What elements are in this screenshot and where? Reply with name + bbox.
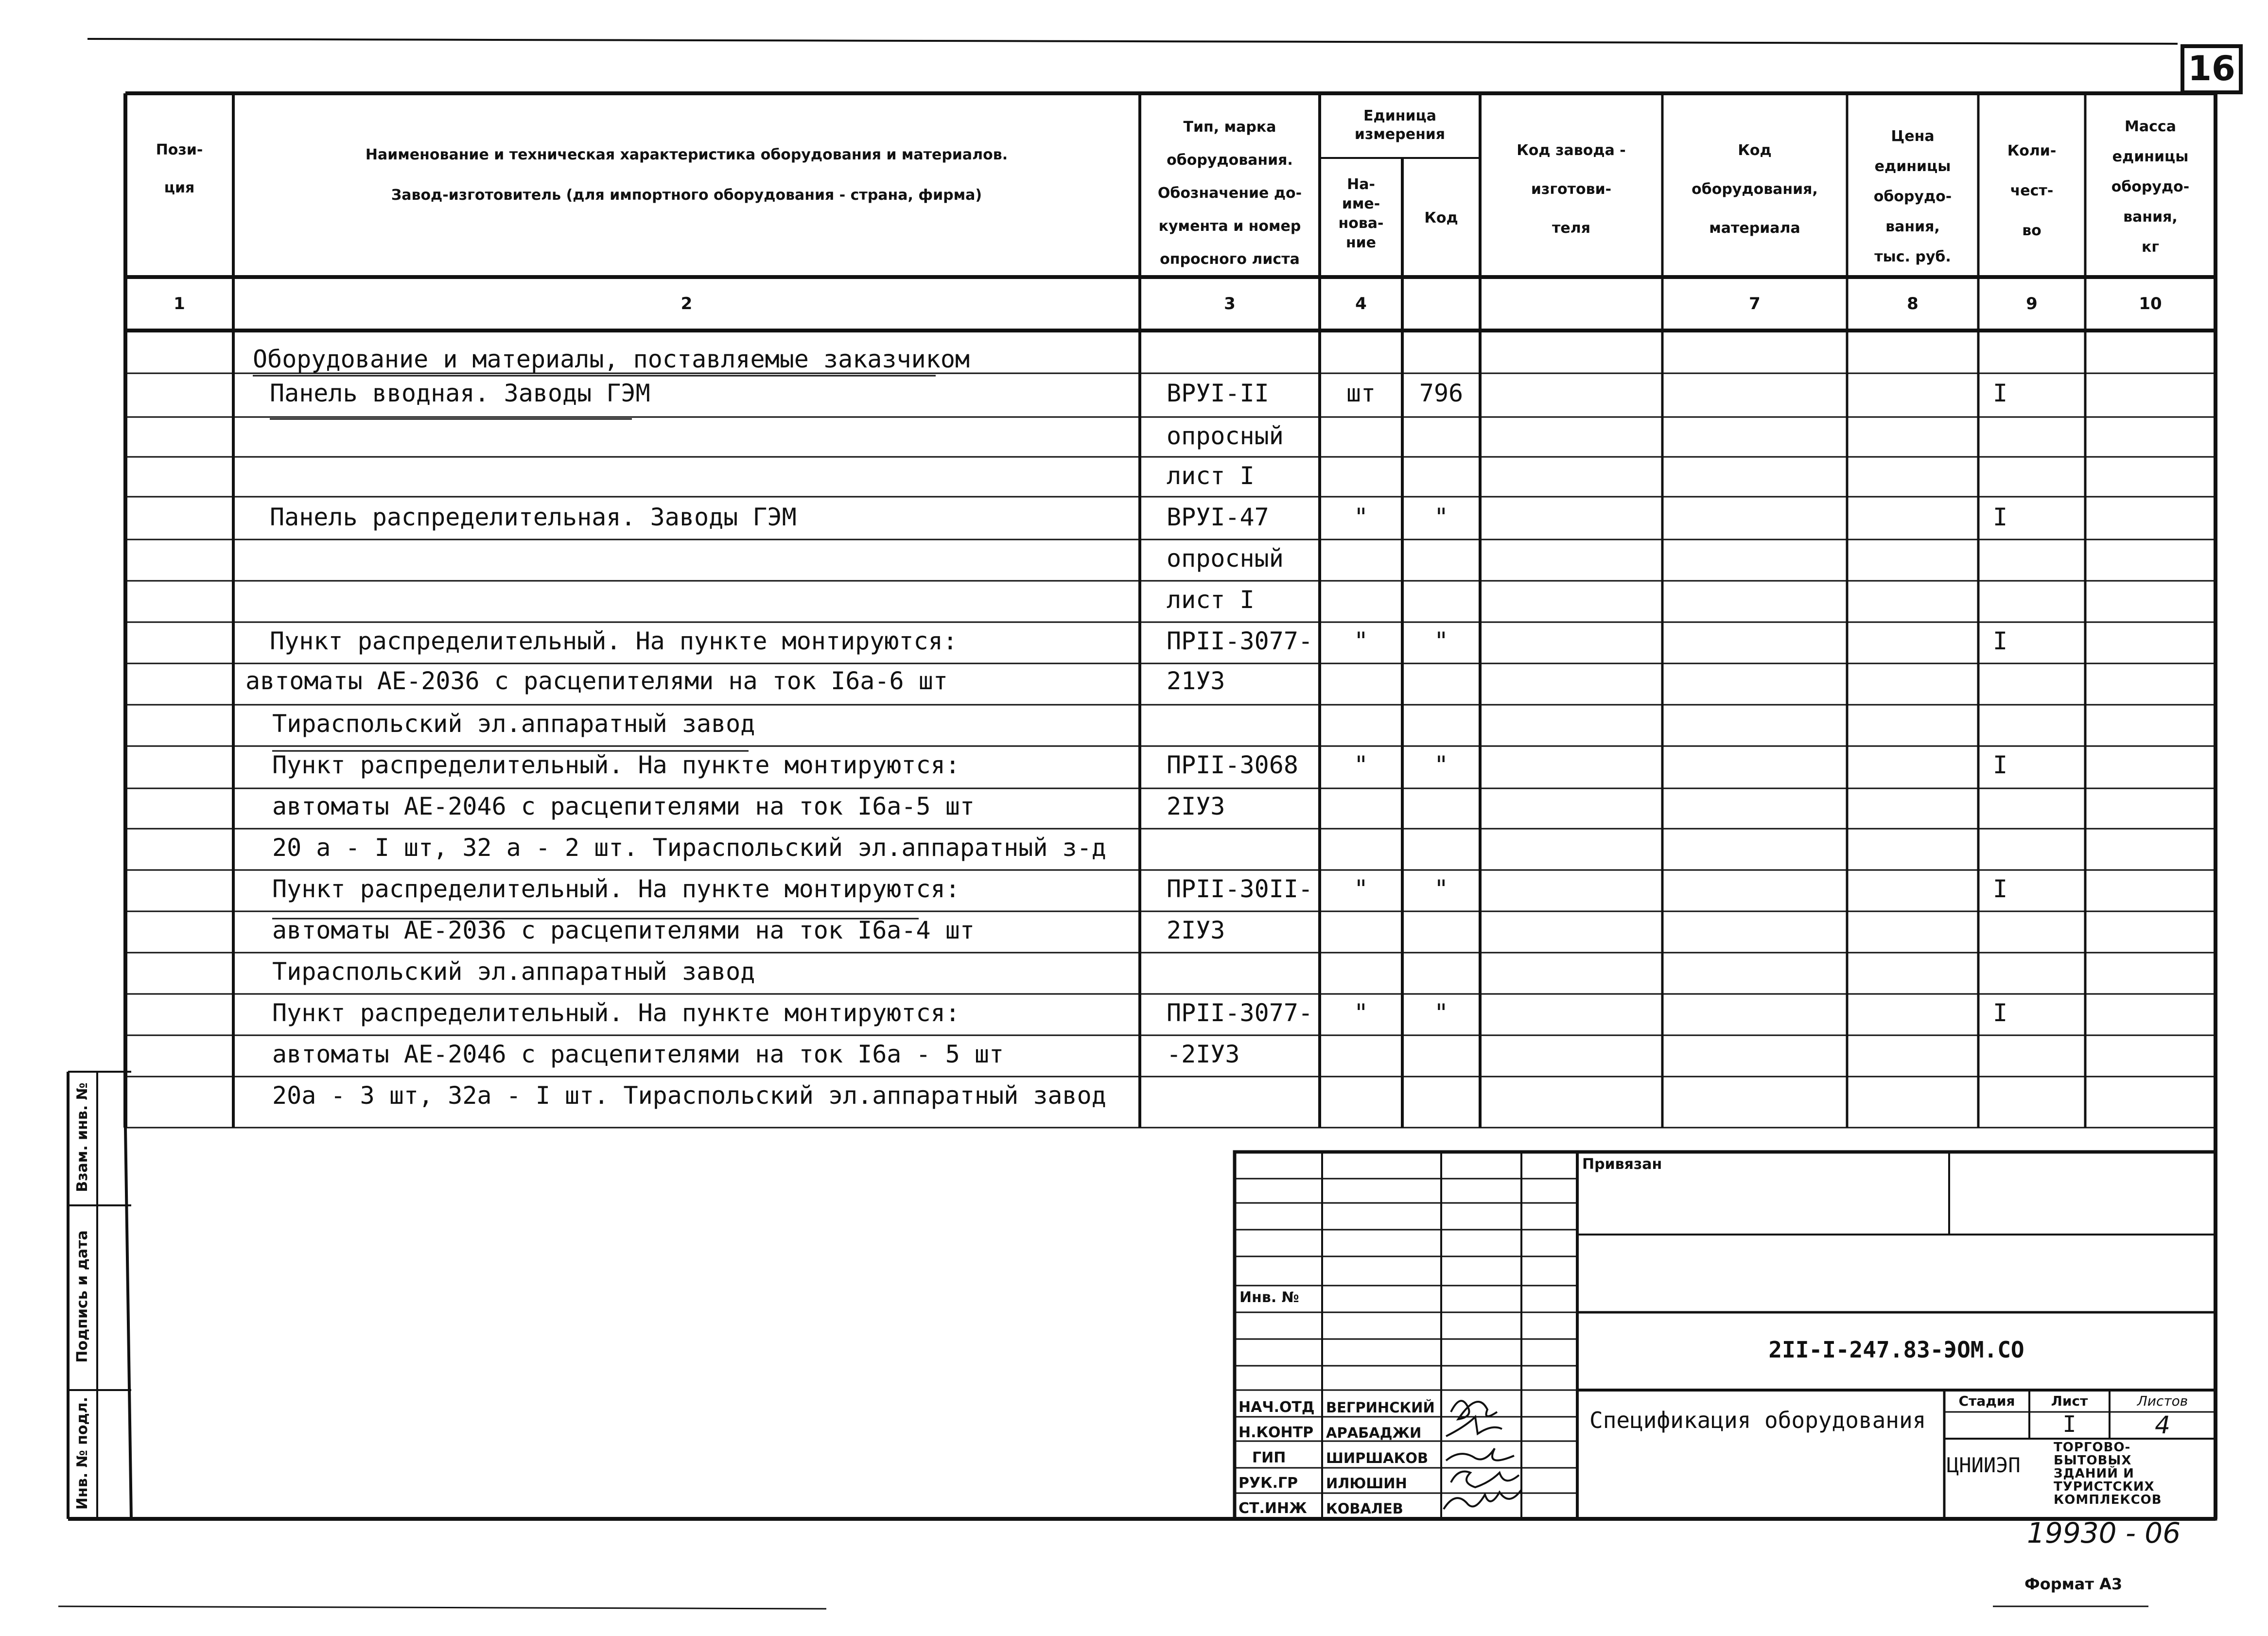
row-6-type: лист I (1167, 586, 1255, 614)
role-norm-control: Н.КОНТР (1239, 1424, 1314, 1441)
row-4-code: " (1433, 503, 1449, 531)
row-11-name: автоматы АЕ-2046 с расцепителями на ток I6а-5 шт (272, 792, 975, 820)
row-16-quantity: I (1993, 999, 2008, 1027)
row-13-type: ПРII-30II- (1167, 875, 1313, 903)
row-8-type: 21УЗ (1167, 667, 1225, 695)
row-18-name: 20а - 3 шт, 32а - I шт. Тираспольский эл.аппаратный завод (272, 1081, 1106, 1110)
header-name: Наименование и техническая характеристика оборудования и материалов. Завод-изготовитель (для импортного оборудования - страна, фирма) (365, 146, 1008, 204)
colnum-2: 2 (680, 294, 693, 313)
row-13-unit: " (1353, 875, 1369, 903)
page-number: 16 (2188, 49, 2235, 88)
row-5-type: опросный (1167, 544, 1284, 573)
row-10-code: " (1433, 751, 1449, 779)
row-7-type: ПРII-3077- (1167, 627, 1313, 655)
header-plant-code: Код завода - изготови- теля (1517, 142, 1626, 237)
header-unit-name: На- име- нова- ние (1338, 176, 1384, 251)
sheet-label: Лист (2051, 1393, 2088, 1409)
colnum-3: 3 (1224, 294, 1236, 313)
row-10-quantity: I (1993, 751, 2008, 779)
colnum-4: 4 (1355, 294, 1367, 313)
name-norm-control: АРАБАДЖИ (1326, 1425, 1422, 1441)
row-4-quantity: I (1993, 503, 2008, 531)
row-7-name: Пункт распределительный. На пункте монтируются: (270, 627, 958, 655)
row-1-name: Панель вводная. Заводы ГЭМ (270, 379, 650, 407)
row-16-name: Пункт распределительный. На пункте монтируются: (272, 999, 960, 1027)
header-quantity: Коли- чест- во (2007, 142, 2057, 239)
role-senior-engineer: СТ.ИНЖ (1239, 1500, 1307, 1517)
row-1-type: ВРУI-II (1167, 379, 1269, 407)
row-12-name: 20 а - I шт, 32 а - 2 шт. Тираспольский эл.аппаратный з-д (272, 834, 1106, 862)
archive-number: 19930 - 06 (2027, 1516, 2181, 1549)
row-3-type: лист I (1167, 462, 1255, 490)
row-4-name: Панель распределительная. Заводы ГЭМ (270, 503, 797, 531)
inv-number-label: Инв. № (1239, 1289, 1299, 1306)
row-16-unit: " (1353, 999, 1369, 1027)
sheets-label: Листов (2137, 1393, 2188, 1409)
stage-label: Стадия (1958, 1393, 2015, 1409)
row-7-unit: " (1353, 627, 1369, 655)
row-1-code: 796 (1419, 379, 1464, 407)
organization-name: ЦНИИЭП (1947, 1453, 2021, 1477)
side-label-replacement-inv: Взам. инв. № (74, 1082, 91, 1192)
row-14-name: автоматы АЕ-2036 с расцепителями на ток I6а-4 шт (272, 916, 975, 944)
row-0-name: Оборудование и материалы, поставляемые заказчиком (253, 345, 970, 373)
colnum-7: 7 (1749, 294, 1761, 313)
row-9-name: Тираспольский эл.аппаратный завод (272, 710, 755, 738)
row-1-quantity: I (1993, 379, 2008, 407)
row-17-name: автоматы АЕ-2046 с расцепителями на ток I6а - 5 шт (272, 1040, 1004, 1068)
paper-format: Формат А3 (2024, 1575, 2123, 1593)
row-13-quantity: I (1993, 875, 2008, 903)
header-type: Тип, марка оборудования. Обозначение до- кумента и номер опросного листа (1157, 119, 1302, 268)
row-2-type: опросный (1167, 422, 1284, 450)
row-14-type: 2IУЗ (1167, 916, 1225, 944)
colnum-8: 8 (1907, 294, 1919, 313)
document-code: 2II-I-247.83-ЭОМ.СО (1768, 1337, 2024, 1363)
document-title: Спецификация оборудования (1589, 1407, 1926, 1433)
row-17-type: -2IУЗ (1167, 1040, 1240, 1068)
row-10-unit: " (1353, 751, 1369, 779)
row-13-name: Пункт распределительный. На пункте монтируются: (272, 875, 960, 903)
row-4-unit: " (1353, 503, 1369, 531)
role-chief-engineer: ГИП (1252, 1449, 1286, 1466)
colnum-10: 10 (2139, 294, 2162, 313)
row-11-type: 2IУЗ (1167, 792, 1225, 820)
colnum-1: 1 (174, 294, 185, 313)
row-1-unit: шт (1346, 379, 1376, 407)
row-13-code: " (1433, 875, 1449, 903)
header-unit-code: Код (1424, 209, 1458, 226)
header-position: Пози- ция (156, 141, 203, 196)
header-mass: Масса единицы оборудо- вания, кг (2111, 118, 2190, 256)
row-4-type: ВРУI-47 (1167, 503, 1269, 531)
role-head-of-dept: НАЧ.ОТД (1239, 1399, 1315, 1416)
colnum-9: 9 (2026, 294, 2038, 313)
organization-full-name: ТОРГОВО- БЫТОВЫХ ЗДАНИЙ И ТУРИСТСКИХ КОМПЛЕКСОВ (2054, 1440, 2162, 1507)
name-chief-engineer: ШИРШАКОВ (1326, 1450, 1429, 1466)
header-price: Цена единицы оборудо- вания, тыс. руб. (1873, 128, 1952, 265)
side-label-original-inv: Инв. № подл. (74, 1396, 91, 1510)
row-16-code: " (1433, 999, 1449, 1027)
role-group-lead: РУК.ГР (1239, 1475, 1298, 1492)
sheets-value: 4 (2155, 1411, 2170, 1439)
row-7-quantity: I (1993, 627, 2008, 655)
side-label-signature-date: Подпись и дата (74, 1230, 91, 1363)
name-group-lead: ИЛЮШИН (1326, 1475, 1407, 1492)
header-unit-group: Единица измерения (1354, 107, 1446, 143)
privyazan-label: Привязан (1582, 1156, 1662, 1173)
name-senior-engineer: КОВАЛЕВ (1326, 1500, 1403, 1517)
row-16-type: ПРII-3077- (1167, 999, 1313, 1027)
row-15-name: Тираспольский эл.аппаратный завод (272, 957, 755, 986)
row-10-name: Пункт распределительный. На пункте монтируются: (272, 751, 960, 779)
header-equipment-code: Код оборудования, материала (1692, 142, 1818, 237)
row-7-code: " (1433, 627, 1449, 655)
sheet-value: I (2062, 1411, 2076, 1437)
row-8-name: автоматы АЕ-2036 с расцепителями на ток I6а-6 шт (245, 667, 948, 695)
name-head-of-dept: ВЕГРИНСКИЙ (1326, 1399, 1435, 1416)
row-10-type: ПРII-3068 (1167, 751, 1298, 779)
